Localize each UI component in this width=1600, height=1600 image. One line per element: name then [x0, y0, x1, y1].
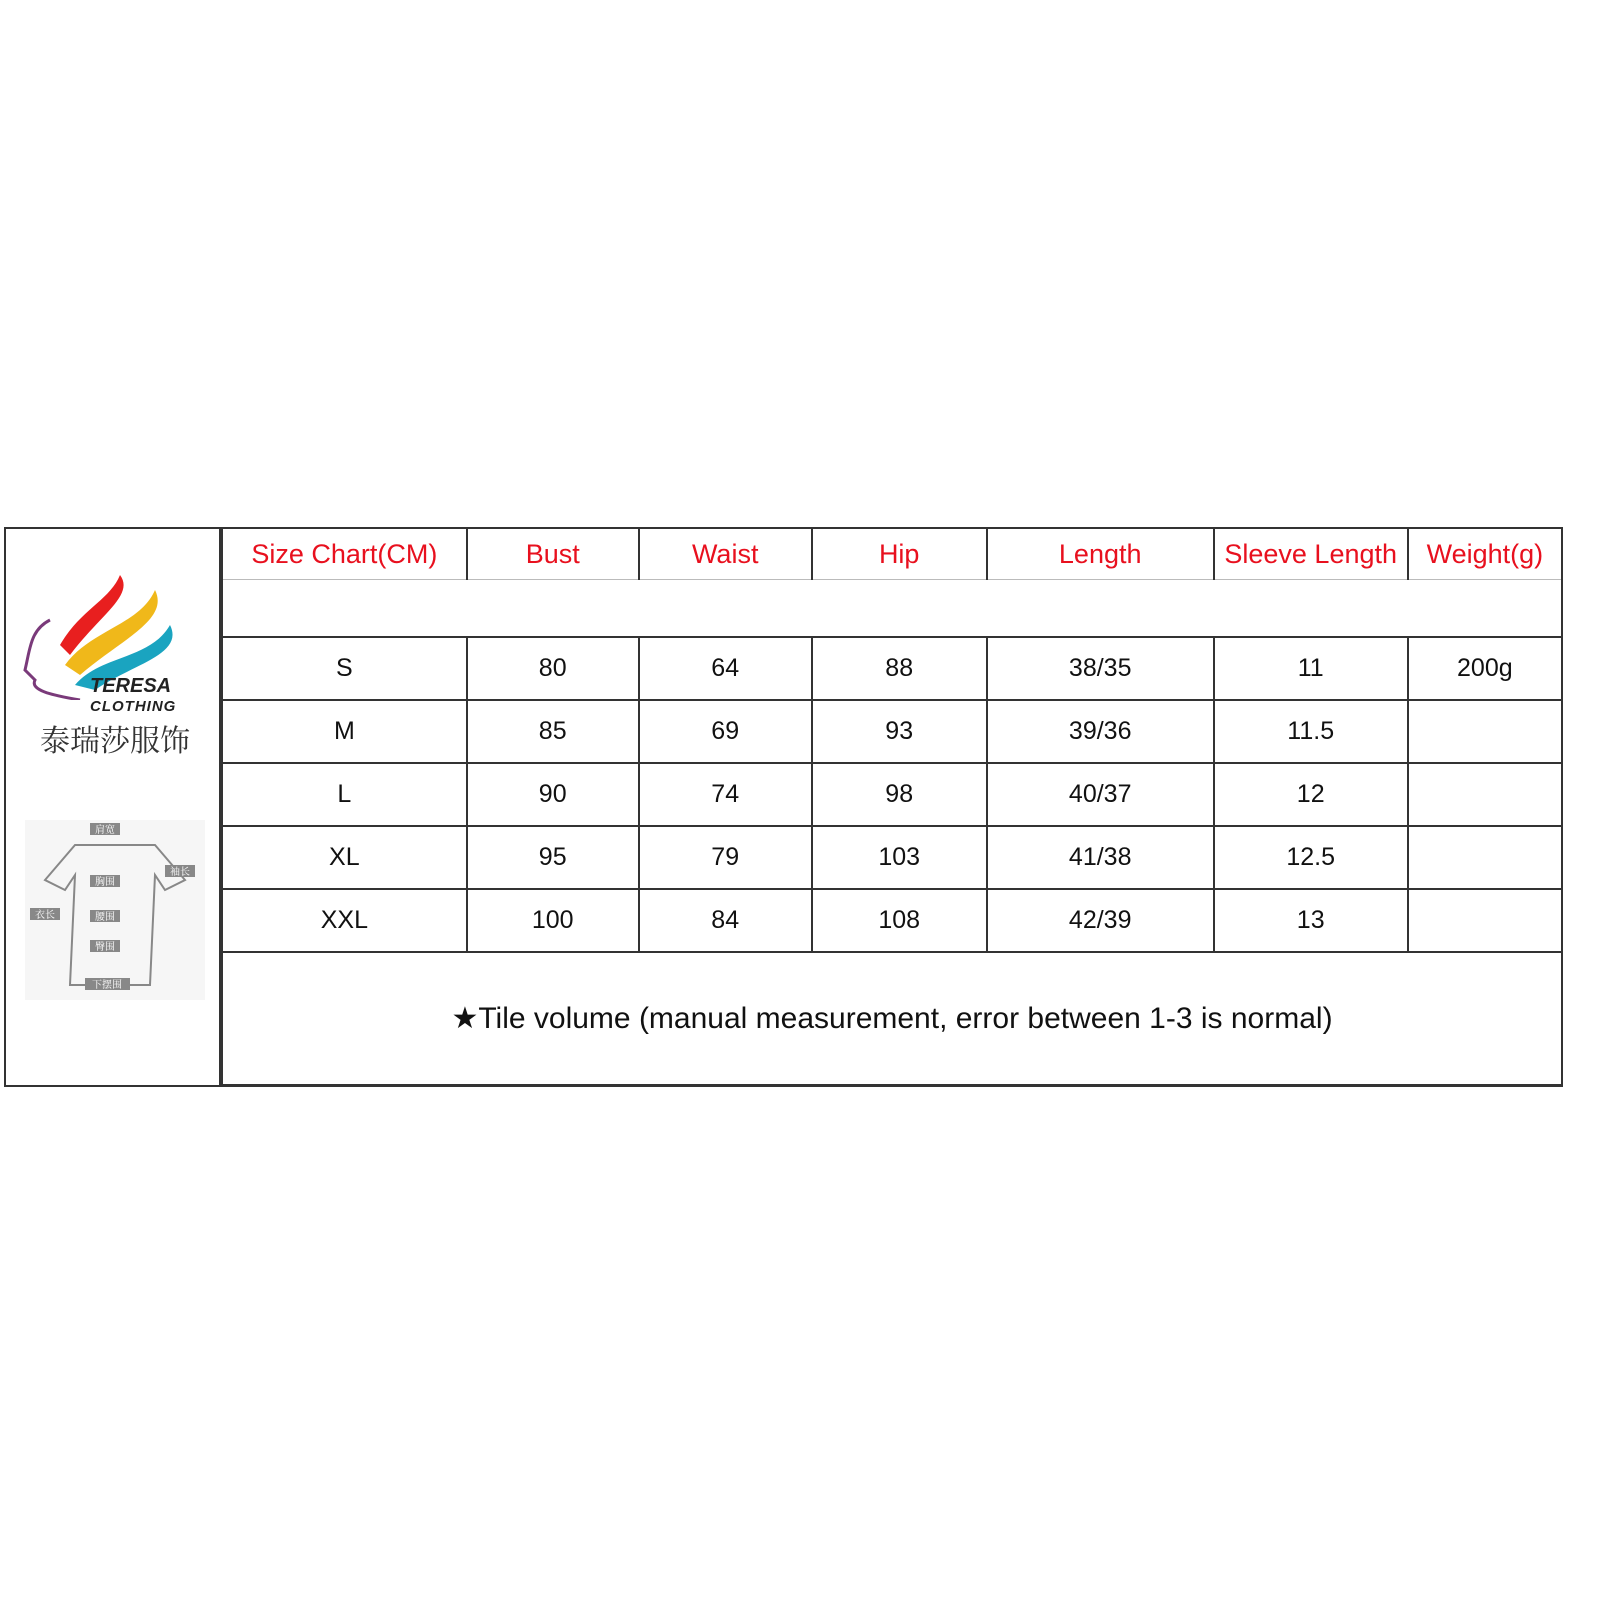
cell: L [222, 763, 467, 826]
cell: 69 [639, 700, 812, 763]
brand-name: TERESA [90, 675, 172, 697]
cell: 12 [1214, 763, 1408, 826]
header-waist: Waist [639, 528, 812, 580]
table-row [222, 826, 1562, 889]
header-weight: Weight(g) [1408, 528, 1562, 580]
cell: 42/39 [987, 889, 1214, 952]
label-waist: 腰围 [95, 912, 115, 923]
cell: XXL [222, 889, 467, 952]
cell: 93 [812, 700, 987, 763]
header-row [222, 528, 1562, 580]
cell: 11.5 [1214, 700, 1408, 763]
label-hip: 臀围 [95, 942, 115, 953]
cell: 11 [1214, 637, 1408, 700]
header-bust: Bust [467, 528, 639, 580]
brand-sub: CLOTHING [90, 698, 177, 715]
header-sleeve-length: Sleeve Length [1214, 528, 1408, 580]
table-row [222, 637, 1562, 700]
cell: 80 [467, 637, 639, 700]
header-hip: Hip [812, 528, 987, 580]
cell: 40/37 [987, 763, 1214, 826]
table-row [222, 889, 1562, 952]
cell: 12.5 [1214, 826, 1408, 889]
cell: M [222, 700, 467, 763]
header-size: Size Chart(CM) [222, 528, 467, 580]
cell: 95 [467, 826, 639, 889]
cell [1408, 826, 1562, 889]
header-length: Length [987, 528, 1214, 580]
size-table [221, 527, 1563, 1086]
cell: S [222, 637, 467, 700]
measurement-note: ★Tile volume (manual measurement, error between 1-3 is normal) [222, 952, 1562, 1085]
cell: 100 [467, 889, 639, 952]
cell: 13 [1214, 889, 1408, 952]
note-row [222, 952, 1562, 1085]
garment-diagram [25, 820, 205, 1000]
cell: 74 [639, 763, 812, 826]
cell: 88 [812, 637, 987, 700]
cell [1408, 700, 1562, 763]
dress-icon [25, 820, 205, 1000]
label-shoulder: 肩宽 [95, 825, 115, 836]
cell: 64 [639, 637, 812, 700]
cell: 38/35 [987, 637, 1214, 700]
cell: 98 [812, 763, 987, 826]
label-sleeve: 袖长 [170, 867, 190, 878]
table-row [222, 700, 1562, 763]
brand-chinese: 泰瑞莎服饰 [40, 724, 190, 759]
cell: 85 [467, 700, 639, 763]
label-bust: 胸围 [95, 877, 115, 888]
cell: 41/38 [987, 826, 1214, 889]
cell: XL [222, 826, 467, 889]
cell [1408, 889, 1562, 952]
cell: 90 [467, 763, 639, 826]
cell: 108 [812, 889, 987, 952]
cell: 79 [639, 826, 812, 889]
cell [1408, 763, 1562, 826]
spacer-row [222, 580, 1562, 638]
spacer-cell [222, 580, 1562, 638]
label-length: 衣长 [35, 910, 55, 921]
table-row [222, 763, 1562, 826]
cell: 84 [639, 889, 812, 952]
cell: 103 [812, 826, 987, 889]
cell: 200g [1408, 637, 1562, 700]
cell: 39/36 [987, 700, 1214, 763]
label-hem: 下摆围 [92, 980, 122, 991]
